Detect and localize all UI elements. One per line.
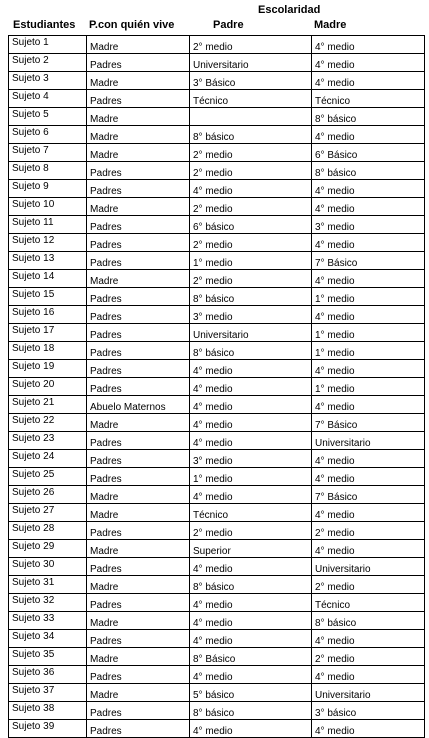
table-row [9, 720, 425, 738]
cell-mother-schooling: 4° medio [312, 180, 425, 198]
cell-mother-schooling: 4° medio [312, 720, 425, 738]
cell-father-schooling: 4° medio [190, 612, 312, 630]
cell-mother-schooling: 4° medio [312, 540, 425, 558]
table-row [9, 360, 425, 378]
cell-father-schooling: 4° medio [190, 378, 312, 396]
cell-lives-with: Madre [87, 486, 190, 504]
table-row [9, 378, 425, 396]
cell-father-schooling: 4° medio [190, 630, 312, 648]
header-con-quien-vive: P.con quién vive [89, 19, 175, 31]
cell-lives-with: Padres [87, 54, 190, 72]
cell-lives-with: Madre [87, 108, 190, 126]
cell-father-schooling: 8° básico [190, 702, 312, 720]
cell-mother-schooling: 4° medio [312, 468, 425, 486]
cell-mother-schooling: 4° medio [312, 54, 425, 72]
cell-mother-schooling: 4° medio [312, 126, 425, 144]
table-row [9, 198, 425, 216]
table-row [9, 576, 425, 594]
cell-mother-schooling: Universitario [312, 432, 425, 450]
cell-mother-schooling: 7° Básico [312, 486, 425, 504]
cell-lives-with: Madre [87, 198, 190, 216]
cell-student: Sujeto 29 [9, 540, 87, 558]
cell-mother-schooling: 4° medio [312, 396, 425, 414]
table-row [9, 342, 425, 360]
cell-lives-with: Madre [87, 576, 190, 594]
table-row [9, 540, 425, 558]
cell-mother-schooling: 4° medio [312, 666, 425, 684]
cell-father-schooling: Universitario [190, 54, 312, 72]
table-row [9, 666, 425, 684]
cell-student: Sujeto 14 [9, 270, 87, 288]
table-row [9, 594, 425, 612]
cell-mother-schooling: 4° medio [312, 234, 425, 252]
table-row [9, 684, 425, 702]
cell-father-schooling: 4° medio [190, 486, 312, 504]
cell-lives-with: Padres [87, 180, 190, 198]
table-row [9, 108, 425, 126]
table-row [9, 558, 425, 576]
table-row [9, 468, 425, 486]
cell-lives-with: Padres [87, 630, 190, 648]
cell-student: Sujeto 31 [9, 576, 87, 594]
cell-father-schooling: 4° medio [190, 720, 312, 738]
cell-father-schooling: Superior [190, 540, 312, 558]
cell-father-schooling: Universitario [190, 324, 312, 342]
cell-student: Sujeto 18 [9, 342, 87, 360]
cell-father-schooling: 4° medio [190, 396, 312, 414]
cell-student: Sujeto 5 [9, 108, 87, 126]
table-row [9, 72, 425, 90]
cell-lives-with: Abuelo Maternos [87, 396, 190, 414]
students-table-body [9, 36, 425, 738]
cell-student: Sujeto 34 [9, 630, 87, 648]
cell-mother-schooling: 4° medio [312, 72, 425, 90]
table-row [9, 216, 425, 234]
cell-mother-schooling: 4° medio [312, 630, 425, 648]
cell-lives-with: Padres [87, 90, 190, 108]
table-row [9, 36, 425, 54]
cell-father-schooling: 5° básico [190, 684, 312, 702]
table-row [9, 630, 425, 648]
cell-lives-with: Padres [87, 252, 190, 270]
cell-mother-schooling: 3° medio [312, 216, 425, 234]
cell-mother-schooling: 2° medio [312, 648, 425, 666]
cell-student: Sujeto 7 [9, 144, 87, 162]
students-table [8, 35, 425, 738]
cell-student: Sujeto 16 [9, 306, 87, 324]
cell-father-schooling: 1° medio [190, 468, 312, 486]
cell-mother-schooling: 8° básico [312, 108, 425, 126]
cell-lives-with: Madre [87, 684, 190, 702]
cell-mother-schooling: 4° medio [312, 198, 425, 216]
cell-lives-with: Padres [87, 306, 190, 324]
cell-student: Sujeto 25 [9, 468, 87, 486]
cell-student: Sujeto 38 [9, 702, 87, 720]
cell-student: Sujeto 3 [9, 72, 87, 90]
cell-lives-with: Padres [87, 594, 190, 612]
cell-father-schooling: 2° medio [190, 162, 312, 180]
table-row [9, 90, 425, 108]
cell-mother-schooling: Universitario [312, 684, 425, 702]
cell-father-schooling: 3° medio [190, 306, 312, 324]
table-row [9, 144, 425, 162]
cell-mother-schooling: 6° Básico [312, 144, 425, 162]
table-row [9, 54, 425, 72]
cell-father-schooling: 4° medio [190, 360, 312, 378]
cell-student: Sujeto 32 [9, 594, 87, 612]
cell-student: Sujeto 6 [9, 126, 87, 144]
cell-lives-with: Padres [87, 342, 190, 360]
cell-father-schooling: 4° medio [190, 666, 312, 684]
cell-mother-schooling: 1° medio [312, 324, 425, 342]
cell-student: Sujeto 36 [9, 666, 87, 684]
cell-mother-schooling: 4° medio [312, 360, 425, 378]
cell-lives-with: Madre [87, 504, 190, 522]
cell-lives-with: Padres [87, 450, 190, 468]
table-row [9, 324, 425, 342]
cell-mother-schooling: 3° básico [312, 702, 425, 720]
cell-student: Sujeto 33 [9, 612, 87, 630]
cell-father-schooling: Técnico [190, 90, 312, 108]
cell-student: Sujeto 22 [9, 414, 87, 432]
cell-mother-schooling: 8° básico [312, 612, 425, 630]
cell-student: Sujeto 10 [9, 198, 87, 216]
cell-father-schooling: 8° básico [190, 342, 312, 360]
table-row [9, 702, 425, 720]
header-estudiantes: Estudiantes [13, 19, 76, 31]
cell-lives-with: Madre [87, 648, 190, 666]
cell-lives-with: Padres [87, 468, 190, 486]
cell-mother-schooling: Universitario [312, 558, 425, 576]
cell-father-schooling: 2° medio [190, 36, 312, 54]
cell-lives-with: Madre [87, 540, 190, 558]
table-row [9, 396, 425, 414]
cell-father-schooling: 4° medio [190, 558, 312, 576]
cell-student: Sujeto 15 [9, 288, 87, 306]
cell-student: Sujeto 23 [9, 432, 87, 450]
table-row [9, 450, 425, 468]
table-row [9, 126, 425, 144]
header-escolaridad: Escolaridad [258, 4, 321, 16]
table-row [9, 162, 425, 180]
cell-mother-schooling: Técnico [312, 90, 425, 108]
cell-student: Sujeto 35 [9, 648, 87, 666]
cell-lives-with: Madre [87, 414, 190, 432]
cell-student: Sujeto 13 [9, 252, 87, 270]
cell-student: Sujeto 24 [9, 450, 87, 468]
cell-student: Sujeto 26 [9, 486, 87, 504]
cell-mother-schooling: 2° medio [312, 576, 425, 594]
cell-mother-schooling: 4° medio [312, 450, 425, 468]
cell-lives-with: Madre [87, 144, 190, 162]
cell-father-schooling: 2° medio [190, 198, 312, 216]
cell-lives-with: Padres [87, 216, 190, 234]
cell-student: Sujeto 2 [9, 54, 87, 72]
table-row [9, 252, 425, 270]
cell-father-schooling: 2° medio [190, 270, 312, 288]
cell-lives-with: Padres [87, 432, 190, 450]
header-madre: Madre [314, 19, 347, 31]
cell-lives-with: Padres [87, 360, 190, 378]
cell-father-schooling: Técnico [190, 504, 312, 522]
cell-student: Sujeto 21 [9, 396, 87, 414]
cell-father-schooling: 8° básico [190, 126, 312, 144]
cell-student: Sujeto 28 [9, 522, 87, 540]
cell-father-schooling: 1° medio [190, 252, 312, 270]
cell-student: Sujeto 9 [9, 180, 87, 198]
cell-lives-with: Madre [87, 72, 190, 90]
table-row [9, 486, 425, 504]
table-row [9, 234, 425, 252]
cell-lives-with: Madre [87, 126, 190, 144]
cell-student: Sujeto 27 [9, 504, 87, 522]
cell-mother-schooling: 4° medio [312, 306, 425, 324]
cell-father-schooling: 8° básico [190, 288, 312, 306]
cell-mother-schooling: 4° medio [312, 36, 425, 54]
cell-lives-with: Padres [87, 288, 190, 306]
cell-student: Sujeto 11 [9, 216, 87, 234]
cell-father-schooling: 8° básico [190, 576, 312, 594]
table-row [9, 180, 425, 198]
cell-lives-with: Padres [87, 162, 190, 180]
table-row [9, 432, 425, 450]
cell-mother-schooling: 8° básico [312, 162, 425, 180]
cell-student: Sujeto 30 [9, 558, 87, 576]
table-row [9, 414, 425, 432]
cell-student: Sujeto 8 [9, 162, 87, 180]
cell-father-schooling: 4° medio [190, 180, 312, 198]
cell-lives-with: Madre [87, 270, 190, 288]
table-row [9, 306, 425, 324]
cell-lives-with: Padres [87, 324, 190, 342]
cell-lives-with: Madre [87, 612, 190, 630]
cell-student: Sujeto 4 [9, 90, 87, 108]
table-row [9, 504, 425, 522]
cell-student: Sujeto 39 [9, 720, 87, 738]
cell-father-schooling: 2° medio [190, 522, 312, 540]
cell-mother-schooling: Técnico [312, 594, 425, 612]
cell-student: Sujeto 17 [9, 324, 87, 342]
cell-father-schooling: 6° básico [190, 216, 312, 234]
cell-mother-schooling: 4° medio [312, 504, 425, 522]
cell-student: Sujeto 19 [9, 360, 87, 378]
cell-mother-schooling: 1° medio [312, 378, 425, 396]
cell-father-schooling [190, 108, 312, 126]
table-row [9, 270, 425, 288]
header-padre: Padre [213, 19, 244, 31]
table-row [9, 288, 425, 306]
cell-student: Sujeto 12 [9, 234, 87, 252]
cell-mother-schooling: 1° medio [312, 342, 425, 360]
cell-lives-with: Padres [87, 558, 190, 576]
cell-mother-schooling: 4° medio [312, 270, 425, 288]
cell-father-schooling: 4° medio [190, 432, 312, 450]
cell-father-schooling: 3° medio [190, 450, 312, 468]
cell-father-schooling: 3° Básico [190, 72, 312, 90]
table-row [9, 522, 425, 540]
cell-lives-with: Padres [87, 720, 190, 738]
cell-lives-with: Padres [87, 702, 190, 720]
cell-father-schooling: 2° medio [190, 234, 312, 252]
cell-lives-with: Padres [87, 378, 190, 396]
cell-father-schooling: 4° medio [190, 414, 312, 432]
cell-father-schooling: 2° medio [190, 144, 312, 162]
cell-student: Sujeto 20 [9, 378, 87, 396]
cell-lives-with: Padres [87, 522, 190, 540]
cell-student: Sujeto 37 [9, 684, 87, 702]
cell-mother-schooling: 7° Básico [312, 414, 425, 432]
cell-father-schooling: 8° Básico [190, 648, 312, 666]
cell-lives-with: Padres [87, 666, 190, 684]
table-row [9, 612, 425, 630]
cell-student: Sujeto 1 [9, 36, 87, 54]
cell-mother-schooling: 2° medio [312, 522, 425, 540]
cell-mother-schooling: 7° Básico [312, 252, 425, 270]
cell-lives-with: Padres [87, 234, 190, 252]
cell-mother-schooling: 1° medio [312, 288, 425, 306]
cell-lives-with: Madre [87, 36, 190, 54]
cell-father-schooling: 4° medio [190, 594, 312, 612]
table-row [9, 648, 425, 666]
